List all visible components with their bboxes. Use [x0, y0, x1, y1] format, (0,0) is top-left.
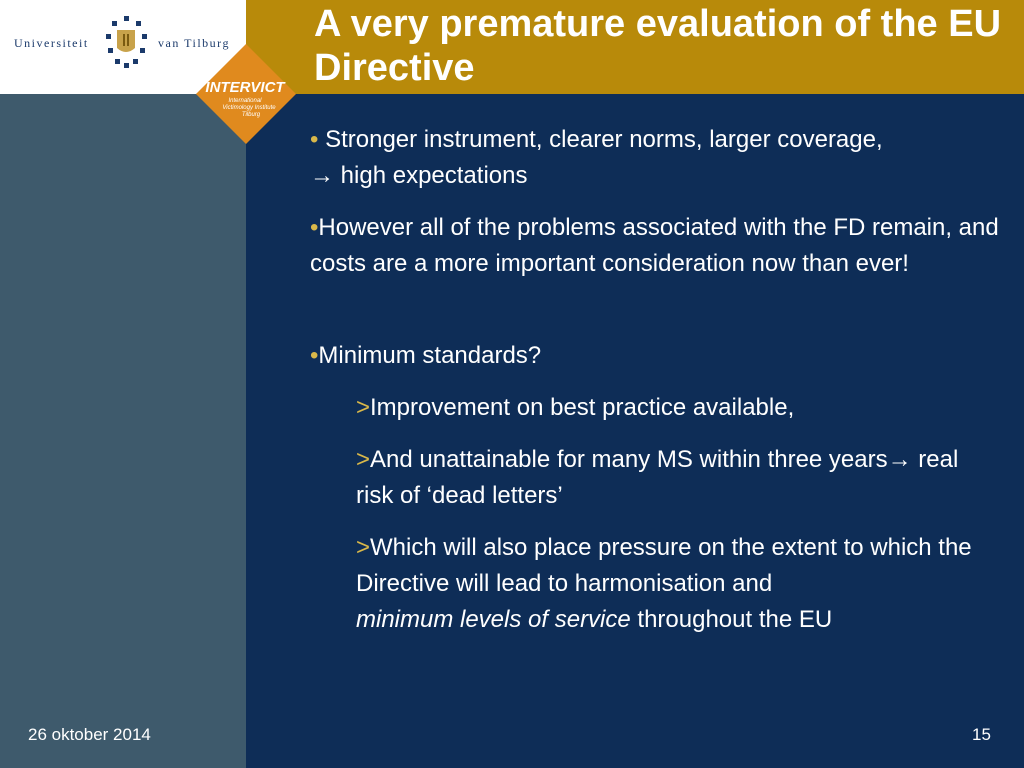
arrow-icon: →	[887, 446, 912, 473]
arrow-icon: →	[310, 162, 334, 189]
footer-date: 26 oktober 2014	[28, 725, 151, 744]
page-number: 15	[972, 725, 991, 744]
slide-title: A very premature evaluation of the EU Directive	[314, 3, 1002, 89]
logo-area	[0, 0, 285, 118]
university-name-right: van Tilburg	[158, 36, 230, 50]
sub-marker: >	[356, 394, 371, 421]
sub-bullet-1-text: Improvement on best practice available,	[370, 394, 795, 421]
bullet-2	[310, 210, 1000, 282]
university-name-left: Universiteit	[14, 36, 89, 50]
bullet-1-continued: high expectations	[340, 162, 528, 189]
intervict-sub1: International	[228, 98, 262, 104]
bullet-3	[310, 338, 1000, 374]
sub-marker: >	[356, 446, 371, 473]
sub-bullet-3-end: throughout the EU	[637, 606, 833, 633]
sub-bullet-3	[356, 530, 1000, 638]
intervict-logo	[196, 44, 296, 144]
intervict-label: INTERVICT	[205, 79, 285, 96]
bullet-marker: •	[310, 214, 319, 241]
sub-bullet-3-italic: minimum levels of service	[356, 606, 631, 633]
sub-bullet-3-text: Which will also place pressure on the extent to which the Directive will lead to harmonisation and	[356, 534, 972, 597]
university-crest-icon	[104, 16, 148, 68]
bullet-marker: •	[310, 126, 319, 153]
sub-marker: >	[356, 534, 371, 561]
sub-bullet-2-continued: real risk of ‘dead letters’	[356, 446, 959, 509]
bullet-1	[310, 122, 1000, 194]
sub-bullet-2-text: And unattainable for many MS within three years	[370, 446, 888, 473]
sub-bullet-2	[356, 442, 1000, 514]
sub-bullet-1	[356, 390, 1000, 426]
bullet-2-text: However all of the problems associated with the FD remain, and costs are a more important consideration now than ever!	[310, 214, 999, 277]
left-sidebar	[0, 94, 246, 768]
slide-body	[310, 122, 1000, 654]
bullet-1-text: Stronger instrument, clearer norms, larger coverage,	[325, 126, 883, 153]
bullet-marker: •	[310, 342, 319, 369]
intervict-sub2: Victimology Institute	[222, 105, 276, 111]
intervict-sub3: Tilburg	[241, 112, 261, 118]
bullet-3-text: Minimum standards?	[318, 342, 542, 369]
